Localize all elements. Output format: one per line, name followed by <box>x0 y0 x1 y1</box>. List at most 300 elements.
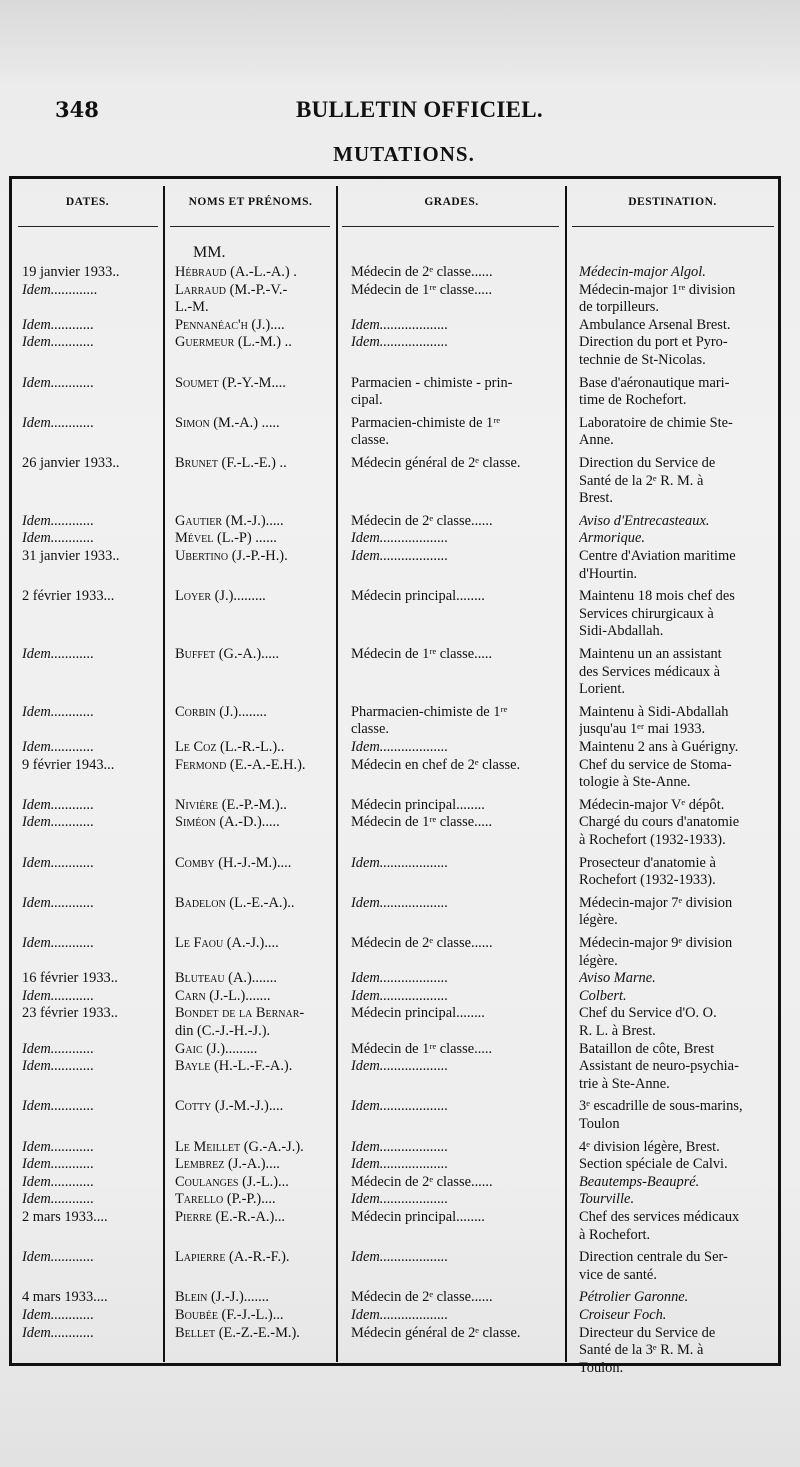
row-destination-line: légère. <box>579 912 618 929</box>
row-date: Idem............ <box>22 646 94 662</box>
table-row <box>22 1098 778 1133</box>
row-name <box>175 282 350 317</box>
row-name <box>175 704 350 722</box>
row-date: Idem............ <box>22 854 94 871</box>
row-destination-line: d'Hourtin. <box>579 565 638 582</box>
table-row <box>22 1289 778 1307</box>
table-row <box>22 1307 778 1325</box>
row-destination <box>579 797 784 815</box>
row-destination <box>579 1098 784 1133</box>
row-name <box>175 646 350 664</box>
row-destination-line: Sidi-Abdallah. <box>579 623 664 640</box>
row-name-line: Comby (H.-J.-M.).... <box>175 854 292 871</box>
table-row <box>22 855 778 890</box>
table-row <box>22 317 778 335</box>
row-name <box>175 415 350 433</box>
section-title: MUTATIONS. <box>333 142 475 166</box>
row-name <box>175 970 350 988</box>
row-grade <box>351 415 573 450</box>
row-date: Idem............ <box>22 1138 94 1155</box>
row-destination-line: Services chirurgicaux à <box>579 605 714 622</box>
row-grade <box>351 375 573 410</box>
row-grade <box>351 1209 573 1227</box>
table-row <box>22 548 778 583</box>
header-rule <box>18 226 158 227</box>
row-destination <box>579 646 784 699</box>
table-row <box>22 646 778 699</box>
row-date: 23 février 1933.. <box>22 1005 118 1022</box>
row-grade-line: Médecin général de 2ᵉ classe. <box>351 455 521 471</box>
table-row <box>22 895 778 930</box>
row-destination <box>579 1139 784 1157</box>
row-name-line: Brunet (F.-L.-E.) .. <box>175 455 287 471</box>
row-destination-line: Directeur du Service de <box>579 1324 716 1341</box>
row-destination-line: Chef du Service d'O. O. <box>579 1005 717 1022</box>
column-header-names: NOMS ET PRÉNOMS. <box>188 196 313 208</box>
row-grade <box>351 513 573 531</box>
table-row <box>22 1041 778 1059</box>
row-destination <box>579 1058 784 1093</box>
page-number: 348 <box>55 97 99 122</box>
row-date: Idem............ <box>22 739 94 755</box>
row-date: Idem............ <box>22 512 94 529</box>
row-name-line: Cotty (J.-M.-J.).... <box>175 1098 284 1115</box>
table-row <box>22 1191 778 1209</box>
row-destination-line: technie de St-Nicolas. <box>579 351 706 368</box>
row-destination <box>579 704 784 739</box>
row-grade-line: Parmacien-chimiste de 1ʳᵉ <box>351 414 501 431</box>
table-row <box>22 455 778 508</box>
row-destination-line: Direction du port et Pyro- <box>579 334 728 351</box>
row-name-line: Nivière (E.-P.-M.).. <box>175 796 287 813</box>
row-destination-line: Toulon <box>579 1115 620 1132</box>
row-name <box>175 264 350 282</box>
row-destination-line: légère. <box>579 952 618 969</box>
row-grade-line: Parmacien - chimiste - prin- <box>351 374 513 391</box>
table-row <box>22 334 778 369</box>
row-grade <box>351 548 573 566</box>
table-row <box>22 1249 778 1284</box>
row-grade-line: Idem................... <box>351 970 449 987</box>
row-grade-line: Idem................... <box>351 854 449 871</box>
row-destination-line: Bataillon de côte, Brest <box>579 1040 715 1057</box>
row-grade <box>351 1058 573 1076</box>
column-header-destination: DESTINATION. <box>628 196 717 208</box>
row-grade-line: Idem................... <box>351 1307 449 1323</box>
row-destination <box>579 1005 784 1040</box>
row-grade <box>351 282 573 300</box>
row-name-line: Pennanéac'h (J.).... <box>175 316 285 333</box>
row-name <box>175 895 350 913</box>
row-destination-line: Prosecteur d'anatomie à <box>579 854 716 871</box>
row-destination-line: Beautemps-Beaupré. <box>579 1173 700 1190</box>
row-grade-line: Idem................... <box>351 1191 449 1208</box>
row-destination <box>579 548 784 583</box>
row-grade <box>351 588 573 606</box>
row-grade-line: Idem................... <box>351 316 449 333</box>
row-grade-line: Idem................... <box>351 530 449 547</box>
row-grade-line: Médecin principal........ <box>351 1005 485 1022</box>
row-destination-line: Direction du Service de <box>579 455 716 471</box>
table-row <box>22 1058 778 1093</box>
table-row <box>22 513 778 531</box>
row-destination-line: Ambulance Arsenal Brest. <box>579 316 731 333</box>
row-date: Idem............ <box>22 987 94 1004</box>
row-destination <box>579 1041 784 1059</box>
row-destination <box>579 970 784 988</box>
row-name <box>175 1325 350 1343</box>
row-name <box>175 814 350 832</box>
row-destination <box>579 375 784 410</box>
row-destination <box>579 264 784 282</box>
row-destination-line: trie à Ste-Anne. <box>579 1075 670 1092</box>
row-date: Idem............ <box>22 334 94 351</box>
row-destination <box>579 334 784 369</box>
row-name <box>175 317 350 335</box>
header-rule <box>342 226 559 227</box>
row-grade <box>351 1098 573 1116</box>
row-date: 31 janvier 1933.. <box>22 548 120 564</box>
row-grade <box>351 1307 573 1325</box>
row-grade-line: classe. <box>351 432 389 449</box>
row-name-line: Lembrez (J.-A.).... <box>175 1156 280 1173</box>
row-date: Idem............. <box>22 281 98 298</box>
row-destination <box>579 1289 784 1307</box>
row-grade <box>351 988 573 1006</box>
row-destination-line: Laboratoire de chimie Ste- <box>579 414 733 431</box>
row-date: 4 mars 1933.... <box>22 1289 108 1306</box>
row-grade <box>351 1191 573 1209</box>
row-destination-line: Tourville. <box>579 1191 635 1208</box>
running-title: BULLETIN OFFICIEL. <box>296 97 543 122</box>
row-grade <box>351 855 573 873</box>
row-name-line: Le Meillet (G.-A.-J.). <box>175 1138 304 1155</box>
row-name <box>175 1174 350 1192</box>
row-destination <box>579 1209 784 1244</box>
row-grade <box>351 797 573 815</box>
row-grade-line: Médecin de 1ʳᵉ classe..... <box>351 1040 493 1057</box>
row-name-line: Loyer (J.)......... <box>175 588 266 605</box>
row-date: Idem............ <box>22 1156 94 1173</box>
row-date: Idem............ <box>22 796 94 813</box>
row-destination-line: Colbert. <box>579 987 627 1004</box>
row-destination-line: jusqu'au 1ᵉʳ mai 1933. <box>579 721 706 738</box>
row-name-line: Soumet (P.-Y.-M.... <box>175 374 286 391</box>
row-destination-line: Médecin-major 1ʳᵉ division <box>579 281 736 298</box>
table-row <box>22 935 778 970</box>
row-grade <box>351 646 573 664</box>
row-grade <box>351 757 573 775</box>
row-grade-line: Idem................... <box>351 548 449 564</box>
row-name-line: Boubée (F.-J.-L.)... <box>175 1307 284 1323</box>
row-name <box>175 1098 350 1116</box>
row-grade <box>351 739 573 757</box>
row-destination-line: tologie à Ste-Anne. <box>579 774 691 791</box>
row-destination-line: Médecin-major Algol. <box>579 264 706 280</box>
row-name <box>175 513 350 531</box>
salutation: MM. <box>193 244 226 261</box>
row-destination <box>579 895 784 930</box>
row-date: Idem............ <box>22 1040 94 1057</box>
table-row <box>22 1156 778 1174</box>
table-row <box>22 1209 778 1244</box>
row-destination-line: de torpilleurs. <box>579 299 659 316</box>
table-row <box>22 375 778 410</box>
row-date: Idem............ <box>22 1191 94 1208</box>
row-destination-line: Maintenu à Sidi-Abdallah <box>579 703 729 720</box>
row-destination <box>579 317 784 335</box>
row-date: Idem............ <box>22 814 94 831</box>
row-date: Idem............ <box>22 703 94 720</box>
row-name-line: Le Coz (L.-R.-L.).. <box>175 739 285 755</box>
row-grade-line: Idem................... <box>351 894 449 911</box>
row-date: Idem............ <box>22 935 94 951</box>
row-name-line: din (C.-J.-H.-J.). <box>175 1022 271 1039</box>
row-destination-line: Anne. <box>579 432 614 449</box>
row-destination-line: Maintenu 2 ans à Guérigny. <box>579 739 739 755</box>
row-grade-line: Idem................... <box>351 1138 449 1155</box>
row-grade-line: Médecin principal........ <box>351 588 485 605</box>
row-name-line: Blein (J.-J.)....... <box>175 1289 269 1306</box>
row-destination-line: Aviso d'Entrecasteaux. <box>579 512 710 529</box>
row-grade-line: Médecin général de 2ᵉ classe. <box>351 1324 521 1341</box>
row-destination <box>579 513 784 531</box>
row-grade <box>351 935 573 953</box>
row-date: Idem............ <box>22 1324 94 1341</box>
row-date: 26 janvier 1933.. <box>22 455 120 471</box>
row-destination-line: Toulon. <box>579 1359 624 1376</box>
row-name-line: Buffet (G.-A.)..... <box>175 646 280 662</box>
row-name <box>175 1058 350 1076</box>
row-destination-line: Centre d'Aviation maritime <box>579 548 736 564</box>
row-grade <box>351 1139 573 1157</box>
row-name-line: Bellet (E.-Z.-E.-M.). <box>175 1324 300 1341</box>
row-destination <box>579 455 784 508</box>
table-row <box>22 1005 778 1040</box>
table-row <box>22 264 778 282</box>
row-destination-line: Aviso Marne. <box>579 970 656 987</box>
row-name-line: Gaic (J.)......... <box>175 1040 258 1057</box>
row-name <box>175 797 350 815</box>
row-grade-line: Idem................... <box>351 1249 449 1266</box>
row-grade <box>351 455 573 473</box>
row-name-line: Lapierre (A.-R.-F.). <box>175 1249 290 1266</box>
row-grade-line: cipal. <box>351 392 383 409</box>
table-row <box>22 530 778 548</box>
row-destination-line: Brest. <box>579 490 613 507</box>
table-row <box>22 739 778 757</box>
row-date: 2 février 1933... <box>22 588 115 605</box>
row-name-line: Tarello (P.-P.).... <box>175 1191 276 1208</box>
row-name-line: Pierre (E.-R.-A.)... <box>175 1209 286 1225</box>
row-name <box>175 1209 350 1227</box>
row-name <box>175 855 350 873</box>
row-name-line: Carn (J.-L.)....... <box>175 987 271 1004</box>
row-date: Idem............ <box>22 374 94 391</box>
row-destination-line: Santé de la 3ᵉ R. M. à <box>579 1342 704 1359</box>
row-name <box>175 375 350 393</box>
row-grade <box>351 1174 573 1192</box>
table-row <box>22 415 778 450</box>
row-grade-line: classe. <box>351 721 389 738</box>
row-name <box>175 588 350 606</box>
row-grade <box>351 334 573 352</box>
row-name-line: Corbin (J.)........ <box>175 703 267 720</box>
row-grade <box>351 317 573 335</box>
row-grade-line: Idem................... <box>351 1058 449 1075</box>
column-header-grades: GRADES. <box>424 196 479 208</box>
row-destination-line: Pétrolier Garonne. <box>579 1289 689 1306</box>
row-name-line: Hébraud (A.-L.-A.) . <box>175 264 297 280</box>
row-grade-line: Idem................... <box>351 1098 449 1115</box>
row-name <box>175 530 350 548</box>
row-grade <box>351 895 573 913</box>
row-name-line: Simon (M.-A.) ..... <box>175 414 280 431</box>
row-date: Idem............ <box>22 414 94 431</box>
row-destination <box>579 282 784 317</box>
row-name-line: Bondet de la Bernar- <box>175 1005 305 1022</box>
header-rule <box>170 226 330 227</box>
row-grade-line: Idem................... <box>351 334 449 351</box>
row-name <box>175 1005 350 1040</box>
row-grade-line: Idem................... <box>351 987 449 1004</box>
table-row <box>22 1325 778 1378</box>
row-destination <box>579 1191 784 1209</box>
row-grade-line: Médecin de 2ᵉ classe...... <box>351 1173 493 1190</box>
row-date: Idem............ <box>22 1173 94 1190</box>
table-row <box>22 1174 778 1192</box>
row-name-line: Ubertino (J.-P.-H.). <box>175 548 288 564</box>
row-name <box>175 1191 350 1209</box>
row-date: Idem............ <box>22 1098 94 1115</box>
row-grade-line: Médecin principal........ <box>351 796 485 813</box>
row-grade <box>351 1041 573 1059</box>
row-grade-line: Pharmacien-chimiste de 1ʳᵉ <box>351 703 508 720</box>
table-row <box>22 970 778 988</box>
table-row <box>22 1139 778 1157</box>
row-name-line: Coulanges (J.-L.)... <box>175 1173 289 1190</box>
row-name <box>175 739 350 757</box>
row-grade-line: Médecin en chef de 2ᵉ classe. <box>351 756 521 773</box>
table-row <box>22 814 778 849</box>
row-destination-line: Armorique. <box>579 530 645 547</box>
row-destination <box>579 855 784 890</box>
row-grade-line: Idem................... <box>351 1156 449 1173</box>
row-grade-line: Médecin de 2ᵉ classe...... <box>351 264 493 280</box>
row-grade-line: Médecin de 1ʳᵉ classe..... <box>351 646 493 662</box>
row-grade-line: Médecin de 1ʳᵉ classe..... <box>351 281 493 298</box>
row-destination <box>579 1325 784 1378</box>
row-grade <box>351 814 573 832</box>
table-row <box>22 988 778 1006</box>
row-destination <box>579 739 784 757</box>
row-grade <box>351 704 573 739</box>
row-grade-line: Médecin de 1ʳᵉ classe..... <box>351 814 493 831</box>
row-name <box>175 988 350 1006</box>
row-name-line: Mével (L.-P) ...... <box>175 530 277 547</box>
header-rule <box>572 226 774 227</box>
row-name <box>175 1289 350 1307</box>
row-destination-line: Maintenu un an assistant <box>579 646 722 662</box>
row-name <box>175 1307 350 1325</box>
row-destination-line: Médecin-major 9ᵉ division <box>579 935 733 951</box>
row-name <box>175 1139 350 1157</box>
row-destination-line: Chef du service de Stoma- <box>579 756 732 773</box>
table-row <box>22 797 778 815</box>
column-header-dates: DATES. <box>65 196 110 208</box>
row-destination-line: Chargé du cours d'anatomie <box>579 814 740 831</box>
row-destination-line: Chef des services médicaux <box>579 1209 740 1225</box>
row-grade-line: Médecin de 2ᵉ classe...... <box>351 1289 493 1306</box>
row-name-line: Siméon (A.-D.)..... <box>175 814 280 831</box>
row-grade <box>351 1156 573 1174</box>
row-name-line: L.-M. <box>175 299 209 316</box>
row-name <box>175 334 350 352</box>
row-name-line: Bluteau (A.)....... <box>175 970 277 987</box>
row-destination-line: Médecin-major 7ᵉ division <box>579 894 733 911</box>
row-destination-line: Assistant de neuro-psychia- <box>579 1058 739 1075</box>
row-destination <box>579 1307 784 1325</box>
row-date: 16 février 1933.. <box>22 970 118 987</box>
row-destination <box>579 935 784 970</box>
row-destination <box>579 1156 784 1174</box>
table-row <box>22 588 778 641</box>
row-grade <box>351 264 573 282</box>
row-destination-line: Base d'aéronautique mari- <box>579 374 730 391</box>
row-name <box>175 757 350 775</box>
row-destination-line: Rochefort (1932-1933). <box>579 872 716 889</box>
row-destination-line: Santé de la 2ᵉ R. M. à <box>579 472 704 489</box>
row-destination-line: Section spéciale de Calvi. <box>579 1156 728 1173</box>
row-destination-line: R. L. à Brest. <box>579 1022 656 1039</box>
row-name-line: Gautier (M.-J.)..... <box>175 512 284 529</box>
row-destination <box>579 588 784 641</box>
row-date: Idem............ <box>22 316 94 333</box>
row-destination-line: à Rochefort (1932-1933). <box>579 831 726 848</box>
row-grade-line: Médecin de 2ᵉ classe...... <box>351 512 493 529</box>
row-destination-line: Maintenu 18 mois chef des <box>579 588 735 605</box>
row-name-line: Badelon (L.-E.-A.).. <box>175 894 295 911</box>
row-grade <box>351 1005 573 1023</box>
row-destination-line: 3ᵉ escadrille de sous-marins, <box>579 1098 743 1115</box>
row-date: 19 janvier 1933.. <box>22 264 120 280</box>
row-destination-line: Médecin-major Vᵉ dépôt. <box>579 796 725 813</box>
row-grade-line: Idem................... <box>351 739 449 755</box>
row-date: Idem............ <box>22 530 94 547</box>
table-row <box>22 282 778 317</box>
row-name <box>175 1156 350 1174</box>
row-name <box>175 1249 350 1267</box>
row-name <box>175 548 350 566</box>
row-date: Idem............ <box>22 1307 94 1323</box>
row-destination-line: à Rochefort. <box>579 1226 651 1243</box>
row-date: Idem............ <box>22 1249 94 1266</box>
row-destination <box>579 415 784 450</box>
row-destination-line: Lorient. <box>579 681 625 698</box>
row-name-line: Le Faou (A.-J.).... <box>175 935 279 951</box>
row-grade-line: Médecin de 2ᵉ classe...... <box>351 935 493 951</box>
table-row <box>22 704 778 739</box>
row-destination <box>579 1174 784 1192</box>
row-name <box>175 935 350 953</box>
row-name <box>175 455 350 473</box>
row-name-line: Guermeur (L.-M.) .. <box>175 334 292 351</box>
row-destination-line: Croiseur Foch. <box>579 1307 667 1323</box>
row-grade <box>351 1289 573 1307</box>
row-destination-line: Direction centrale du Ser- <box>579 1249 728 1266</box>
row-name-line: Larraud (M.-P.-V.- <box>175 281 288 298</box>
table-row <box>22 757 778 792</box>
